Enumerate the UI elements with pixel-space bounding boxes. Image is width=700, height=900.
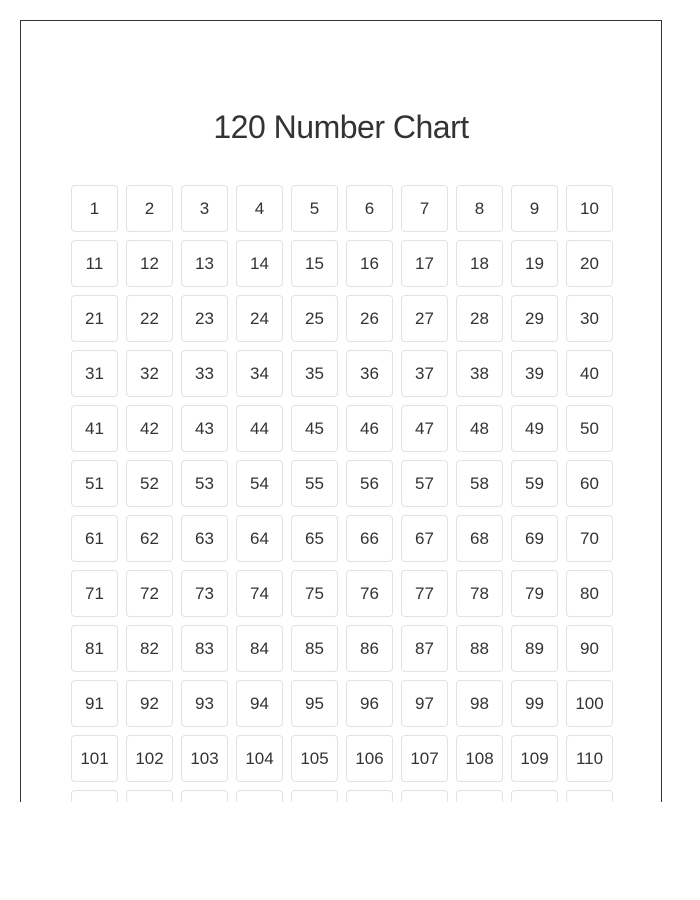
number-cell: 10 — [566, 185, 613, 232]
number-cell: 6 — [346, 185, 393, 232]
number-cell: 2 — [126, 185, 173, 232]
number-cell — [71, 790, 118, 802]
number-cell: 1 — [71, 185, 118, 232]
number-cell: 110 — [566, 735, 613, 782]
number-cell: 47 — [401, 405, 448, 452]
number-cell: 57 — [401, 460, 448, 507]
number-cell: 30 — [566, 295, 613, 342]
number-cell: 96 — [346, 680, 393, 727]
number-cell: 85 — [291, 625, 338, 672]
number-cell: 90 — [566, 625, 613, 672]
number-cell — [346, 790, 393, 802]
number-cell: 56 — [346, 460, 393, 507]
number-cell: 69 — [511, 515, 558, 562]
number-cell: 54 — [236, 460, 283, 507]
number-cell: 82 — [126, 625, 173, 672]
number-cell: 66 — [346, 515, 393, 562]
number-cell: 45 — [291, 405, 338, 452]
number-cell: 49 — [511, 405, 558, 452]
number-cell: 92 — [126, 680, 173, 727]
number-cell: 28 — [456, 295, 503, 342]
number-cell: 46 — [346, 405, 393, 452]
number-grid — [71, 185, 613, 802]
number-cell: 79 — [511, 570, 558, 617]
number-cell: 29 — [511, 295, 558, 342]
number-cell: 72 — [126, 570, 173, 617]
number-cell: 22 — [126, 295, 173, 342]
number-cell: 109 — [511, 735, 558, 782]
number-cell: 60 — [566, 460, 613, 507]
number-cell — [236, 790, 283, 802]
number-cell: 55 — [291, 460, 338, 507]
number-cell: 27 — [401, 295, 448, 342]
number-cell: 18 — [456, 240, 503, 287]
number-cell: 13 — [181, 240, 228, 287]
number-cell: 105 — [291, 735, 338, 782]
number-cell: 88 — [456, 625, 503, 672]
number-cell: 51 — [71, 460, 118, 507]
number-cell: 101 — [71, 735, 118, 782]
number-cell: 39 — [511, 350, 558, 397]
number-cell — [126, 790, 173, 802]
number-cell: 43 — [181, 405, 228, 452]
number-cell: 95 — [291, 680, 338, 727]
number-cell: 77 — [401, 570, 448, 617]
number-cell: 89 — [511, 625, 558, 672]
number-cell: 97 — [401, 680, 448, 727]
number-cell: 38 — [456, 350, 503, 397]
number-cell — [291, 790, 338, 802]
number-cell: 9 — [511, 185, 558, 232]
number-cell: 68 — [456, 515, 503, 562]
number-cell: 40 — [566, 350, 613, 397]
number-cell: 106 — [346, 735, 393, 782]
number-cell: 5 — [291, 185, 338, 232]
number-cell: 41 — [71, 405, 118, 452]
number-cell: 14 — [236, 240, 283, 287]
number-cell — [566, 790, 613, 802]
number-cell: 31 — [71, 350, 118, 397]
number-cell: 74 — [236, 570, 283, 617]
number-cell: 58 — [456, 460, 503, 507]
number-cell: 59 — [511, 460, 558, 507]
number-cell: 84 — [236, 625, 283, 672]
number-cell: 3 — [181, 185, 228, 232]
number-cell: 64 — [236, 515, 283, 562]
number-cell: 70 — [566, 515, 613, 562]
number-cell: 83 — [181, 625, 228, 672]
number-cell: 21 — [71, 295, 118, 342]
number-cell: 32 — [126, 350, 173, 397]
number-cell: 99 — [511, 680, 558, 727]
number-cell: 65 — [291, 515, 338, 562]
number-cell: 63 — [181, 515, 228, 562]
number-cell: 20 — [566, 240, 613, 287]
number-cell: 4 — [236, 185, 283, 232]
number-cell: 25 — [291, 295, 338, 342]
number-cell: 44 — [236, 405, 283, 452]
number-cell: 24 — [236, 295, 283, 342]
number-cell: 91 — [71, 680, 118, 727]
number-cell: 11 — [71, 240, 118, 287]
number-cell: 52 — [126, 460, 173, 507]
page-title: 120 Number Chart — [213, 109, 469, 145]
number-cell: 76 — [346, 570, 393, 617]
number-cell: 80 — [566, 570, 613, 617]
number-cell: 81 — [71, 625, 118, 672]
number-cell: 107 — [401, 735, 448, 782]
number-cell: 104 — [236, 735, 283, 782]
number-cell: 62 — [126, 515, 173, 562]
number-cell: 53 — [181, 460, 228, 507]
number-cell: 102 — [126, 735, 173, 782]
number-cell: 8 — [456, 185, 503, 232]
number-cell: 33 — [181, 350, 228, 397]
number-cell: 93 — [181, 680, 228, 727]
number-cell: 34 — [236, 350, 283, 397]
number-cell: 35 — [291, 350, 338, 397]
number-cell: 19 — [511, 240, 558, 287]
number-cell: 94 — [236, 680, 283, 727]
number-cell: 16 — [346, 240, 393, 287]
number-cell: 36 — [346, 350, 393, 397]
number-cell: 61 — [71, 515, 118, 562]
number-cell: 78 — [456, 570, 503, 617]
number-cell: 37 — [401, 350, 448, 397]
number-cell: 12 — [126, 240, 173, 287]
number-cell: 75 — [291, 570, 338, 617]
number-cell: 87 — [401, 625, 448, 672]
number-cell: 67 — [401, 515, 448, 562]
number-cell — [511, 790, 558, 802]
number-cell: 23 — [181, 295, 228, 342]
number-cell: 73 — [181, 570, 228, 617]
number-cell: 7 — [401, 185, 448, 232]
number-cell — [401, 790, 448, 802]
number-cell: 98 — [456, 680, 503, 727]
number-cell: 71 — [71, 570, 118, 617]
number-cell: 108 — [456, 735, 503, 782]
number-cell: 48 — [456, 405, 503, 452]
number-cell: 26 — [346, 295, 393, 342]
number-cell: 17 — [401, 240, 448, 287]
number-cell: 15 — [291, 240, 338, 287]
page-frame — [20, 20, 662, 802]
number-cell: 50 — [566, 405, 613, 452]
number-cell: 86 — [346, 625, 393, 672]
number-cell — [181, 790, 228, 802]
number-cell — [456, 790, 503, 802]
number-cell: 103 — [181, 735, 228, 782]
number-cell: 100 — [566, 680, 613, 727]
number-cell: 42 — [126, 405, 173, 452]
